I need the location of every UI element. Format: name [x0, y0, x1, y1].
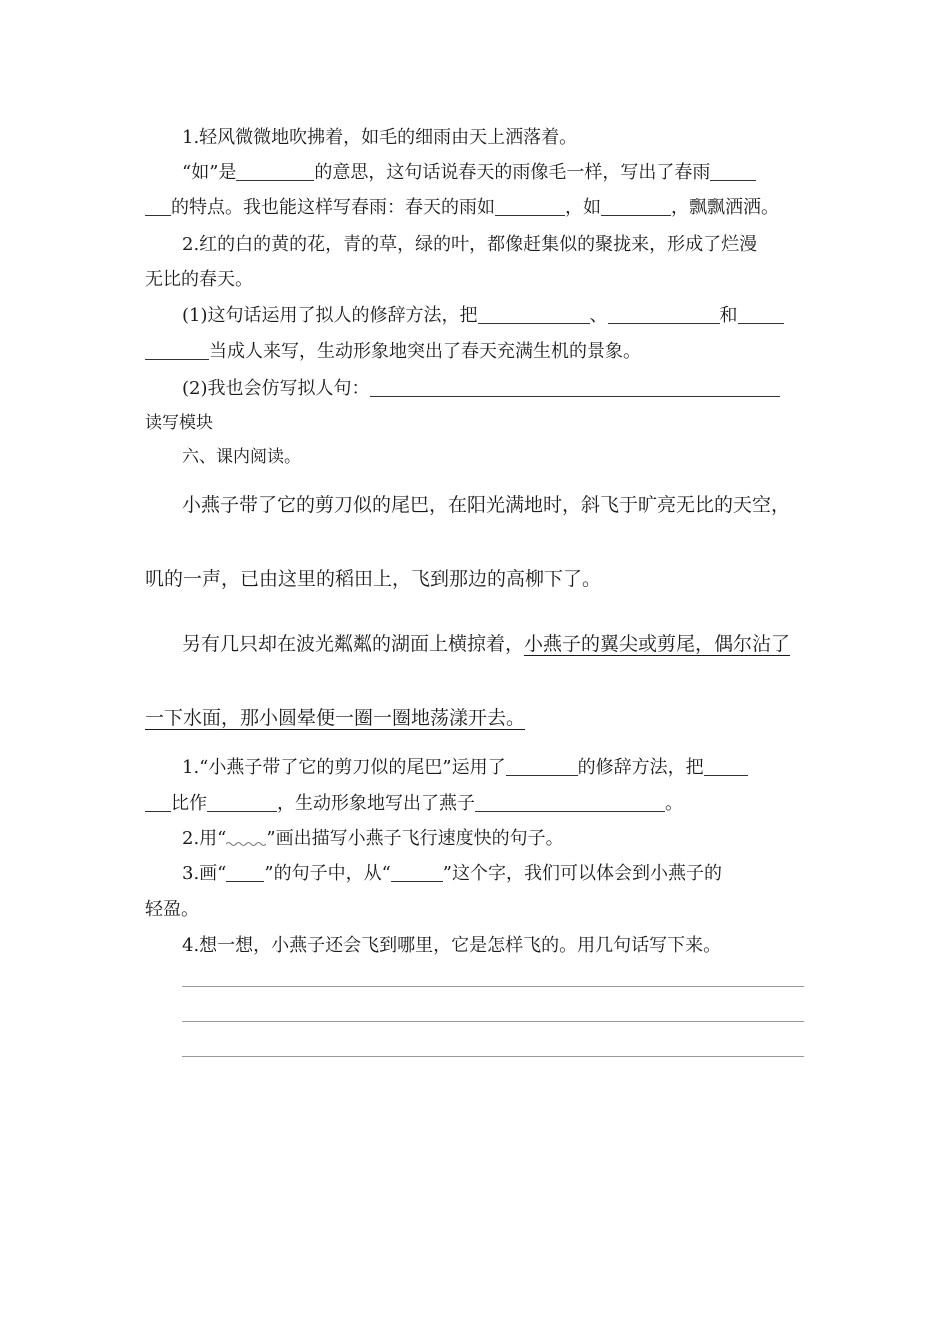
ex5-q2-p1d: 当成人来写，生动形象地突出了春天充满生机的景象。: [209, 341, 641, 362]
blank-rain-like-2[interactable]: [601, 197, 671, 216]
ex5-q2-part1-line1: [182, 304, 810, 328]
blank-rhetoric[interactable]: [506, 757, 578, 776]
blank-personified-1[interactable]: [478, 305, 590, 324]
blank-personified-2[interactable]: [608, 305, 720, 324]
s6-q3-c: ”这个字，我们可以体会到小燕子的: [442, 863, 722, 884]
s6-q1-line2: [145, 792, 810, 816]
passage-p2-line2: [145, 705, 810, 731]
ex5-q1-line3: [145, 196, 810, 220]
s6-q2-a: 2.用“: [182, 828, 227, 849]
ex5-q1-sentence: 1.轻风微微地吹拂着，如毛的细雨由天上洒落着。: [182, 127, 578, 148]
blank-swallow-trait[interactable]: [475, 793, 665, 812]
passage-p1-line2: 叽的一声，已由这里的稻田上，飞到那边的高柳下了。: [145, 568, 602, 590]
s6-q1-d: ，生动形象地写出了燕子: [277, 793, 475, 814]
ex5-q2-sentence-l1: 2.红的白的黄的花，青的草，绿的叶，都像赶集似的聚拢来，形成了烂漫: [182, 234, 758, 255]
blank-rain-like-1[interactable]: [495, 197, 565, 216]
blank-personified-3b[interactable]: [145, 341, 209, 360]
ex5-q2-part2: [182, 377, 810, 401]
s6-q1-c: 比作: [171, 793, 207, 814]
passage-p2-underlined-1: 小燕子的翼尖或剪尾，偶尔沾了: [524, 633, 791, 655]
ex5-q1-l3a: 的特点。我也能这样写春雨：春天的雨如: [171, 197, 495, 218]
ex5-q2-p1c: 和: [719, 305, 738, 326]
blank-rain-feature-2[interactable]: [145, 197, 171, 216]
blank-compared-to[interactable]: [207, 793, 277, 812]
ex5-q2-p1a: (1)这句话运用了拟人的修辞方法，把: [182, 305, 478, 326]
answer-line-2[interactable]: [182, 1021, 804, 1022]
wavy-line-icon: [226, 829, 266, 847]
s6-q1-b: 的修辞方法，把: [577, 757, 704, 778]
ex5-q1-l3b: ，如: [565, 197, 601, 218]
passage-p2-line1: [182, 631, 810, 657]
s6-q2-b: ”画出描写小燕子飞行速度快的句子。: [266, 828, 564, 849]
ex5-q1-l2b: 的意思，这句话说春天的雨像毛一样，写出了春雨: [314, 162, 711, 183]
blank-imitate-sentence[interactable]: [370, 378, 780, 397]
s6-q3-line2: 轻盈。: [145, 899, 199, 920]
blank-ru-meaning[interactable]: [236, 162, 314, 181]
passage-p1-line1: 小燕子带了它的剪刀似的尾巴，在阳光满地时，斜飞于旷亮无比的天空，: [182, 494, 791, 516]
s6-q4: 4.想一想，小燕子还会飞到哪里，它是怎样飞的。用几句话写下来。: [182, 935, 722, 956]
passage-p2-plain: 另有几只却在波光粼粼的湖面上横掠着，: [182, 633, 525, 655]
blank-key-character[interactable]: [391, 863, 443, 882]
s6-q1-a: 1.“小燕子带了它的剪刀似的尾巴”运用了: [182, 757, 506, 778]
module-title: 读写模块: [145, 413, 213, 433]
s6-q3-b: ”的句子中，从“: [264, 863, 391, 884]
passage-p2-underlined-2: 一下水面，那小圆晕便一圈一圈地荡漾开去。: [145, 707, 526, 729]
straight-line-mark: [226, 863, 264, 882]
s6-q3-a: 3.画“: [182, 863, 227, 884]
blank-personified-3a[interactable]: [738, 305, 784, 324]
ex5-q2-p1b: 、: [589, 305, 608, 326]
blank-compared-2[interactable]: [145, 793, 171, 812]
ex5-q2-part1-line2: [145, 340, 810, 364]
ex5-q2-sentence-l2: 无比的春天。: [145, 269, 253, 290]
blank-compared-1[interactable]: [704, 757, 748, 776]
answer-line-3[interactable]: [182, 1056, 804, 1057]
ex5-q1-l3c: ，飘飘洒洒。: [671, 197, 779, 218]
s6-q2: [182, 827, 810, 851]
ex5-q1-line2: [182, 161, 810, 185]
s6-q3-line1: [182, 862, 810, 886]
s6-q1-line1: [182, 756, 810, 780]
s6-q1-e: 。: [665, 793, 683, 814]
section6-title: 六、课内阅读。: [182, 447, 301, 467]
ex5-q1-l2a: “如”是: [182, 162, 237, 183]
answer-line-1[interactable]: [182, 986, 804, 987]
blank-rain-feature-1[interactable]: [710, 162, 756, 181]
ex5-q2-p2: (2)我也会仿写拟人句：: [182, 378, 370, 399]
